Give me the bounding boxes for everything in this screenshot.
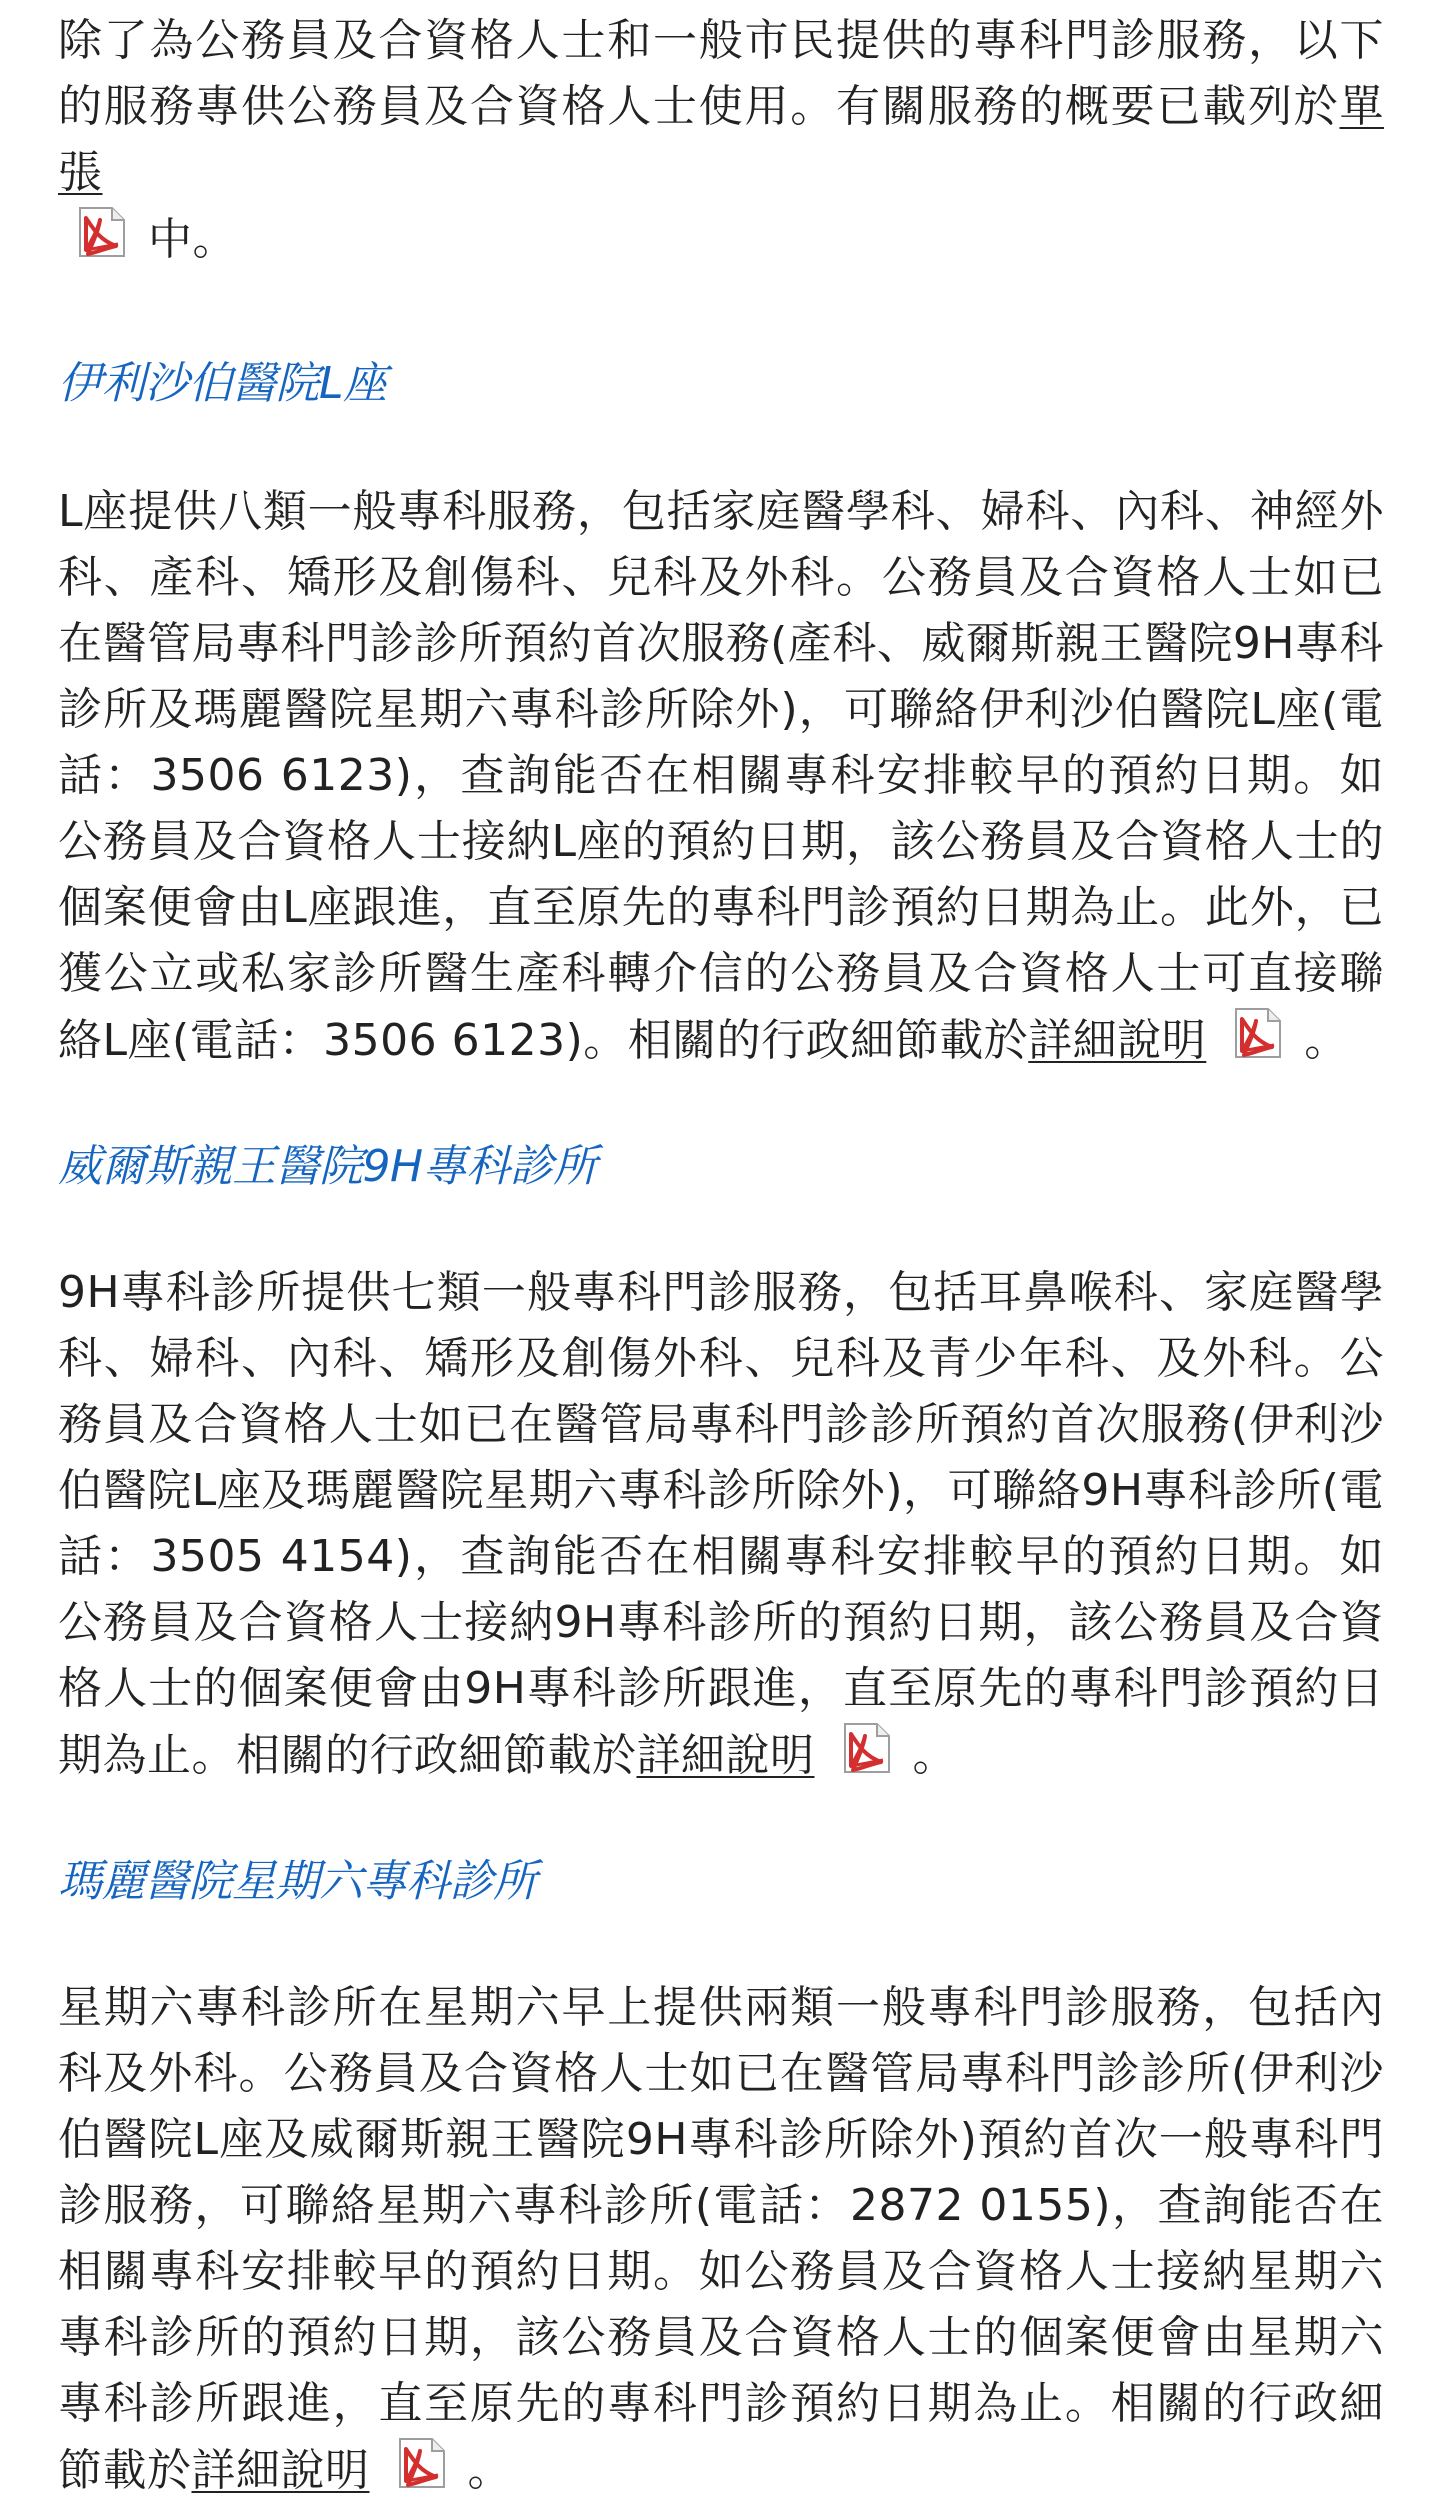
intro-paragraph: [58, 8, 1384, 273]
section-text: 9H專科診所提供七類一般專科門診服務，包括耳鼻喉科、家庭醫學科、婦科、內科、矯形及創傷外科、兒科及青少年科、及外科。公務員及合資格人士如已在醫管局專科門診診所預約首次服務(伊利沙伯醫院L座及瑪麗醫院星期六專科診所除外)，可聯絡9H專科診所(電話：3505 4154)，查詢能否在相關專科安排較早的預約日期。如公務員及合資格人士接納9H專科診所的預約日期，該公務員及合資格人士的個案便會由9H專科診所跟進，直至原先的專科門診預約日期為止。相關的行政細節載於: [58, 1267, 1384, 1781]
section-heading-9h-clinic: 威爾斯親王醫院9H專科診所: [58, 1141, 597, 1192]
details-link-l-block[interactable]: 詳細說明: [1028, 1015, 1207, 1066]
section-tail: 。: [912, 1730, 957, 1781]
section-heading-saturday-clinic: 瑪麗醫院星期六專科診所: [58, 1856, 537, 1907]
intro-text: 除了為公務員及合資格人士和一般市民提供的專科門診服務，以下的服務專供公務員及合資格人士使用。有關服務的概要已載列於: [58, 15, 1384, 132]
pdf-icon[interactable]: [1228, 1007, 1286, 1059]
section-heading-l-block: 伊利沙伯醫院L座: [58, 358, 387, 409]
leaflet-link[interactable]: 單張: [58, 81, 1384, 198]
pdf-icon[interactable]: [392, 2437, 450, 2489]
section-body-l-block: [58, 479, 1384, 1074]
intro-tail: 中。: [148, 214, 237, 265]
section-tail: 。: [467, 2445, 512, 2496]
section-body-saturday-clinic: [58, 1975, 1384, 2504]
section-text: 星期六專科診所在星期六早上提供兩類一般專科門診服務，包括內科及外科。公務員及合資格人士如已在醫管局專科門診診所(伊利沙伯醫院L座及威爾斯親王醫院9H專科診所除外)預約首次一般專科門診服務，可聯絡星期六專科診所(電話：2872 0155)，查詢能否在相關專科安排較早的預約日期。如公務員及合資格人士接納星期六專科診所的預約日期，該公務員及合資格人士的個案便會由星期六專科診所跟進，直至原先的專科門診預約日期為止。相關的行政細節載於: [58, 1982, 1384, 2496]
pdf-icon[interactable]: [72, 206, 130, 258]
section-tail: 。: [1304, 1015, 1349, 1066]
section-body-9h-clinic: [58, 1260, 1384, 1789]
details-link-9h-clinic[interactable]: 詳細說明: [636, 1730, 815, 1781]
section-text: L座提供八類一般專科服務，包括家庭醫學科、婦科、內科、神經外科、產科、矯形及創傷科、兒科及外科。公務員及合資格人士如已在醫管局專科門診診所預約首次服務(產科、威爾斯親王醫院9H專科診所及瑪麗醫院星期六專科診所除外)，可聯絡伊利沙伯醫院L座(電話：3506 6123)，查詢能否在相關專科安排較早的預約日期。如公務員及合資格人士接納L座的預約日期，該公務員及合資格人士的個案便會由L座跟進，直至原先的專科門診預約日期為止。此外，已獲公立或私家診所醫生產科轉介信的公務員及合資格人士可直接聯絡L座(電話：3506 6123)。相關的行政細節載於: [58, 486, 1384, 1066]
details-link-saturday-clinic[interactable]: 詳細說明: [191, 2445, 370, 2496]
pdf-icon[interactable]: [837, 1722, 895, 1774]
